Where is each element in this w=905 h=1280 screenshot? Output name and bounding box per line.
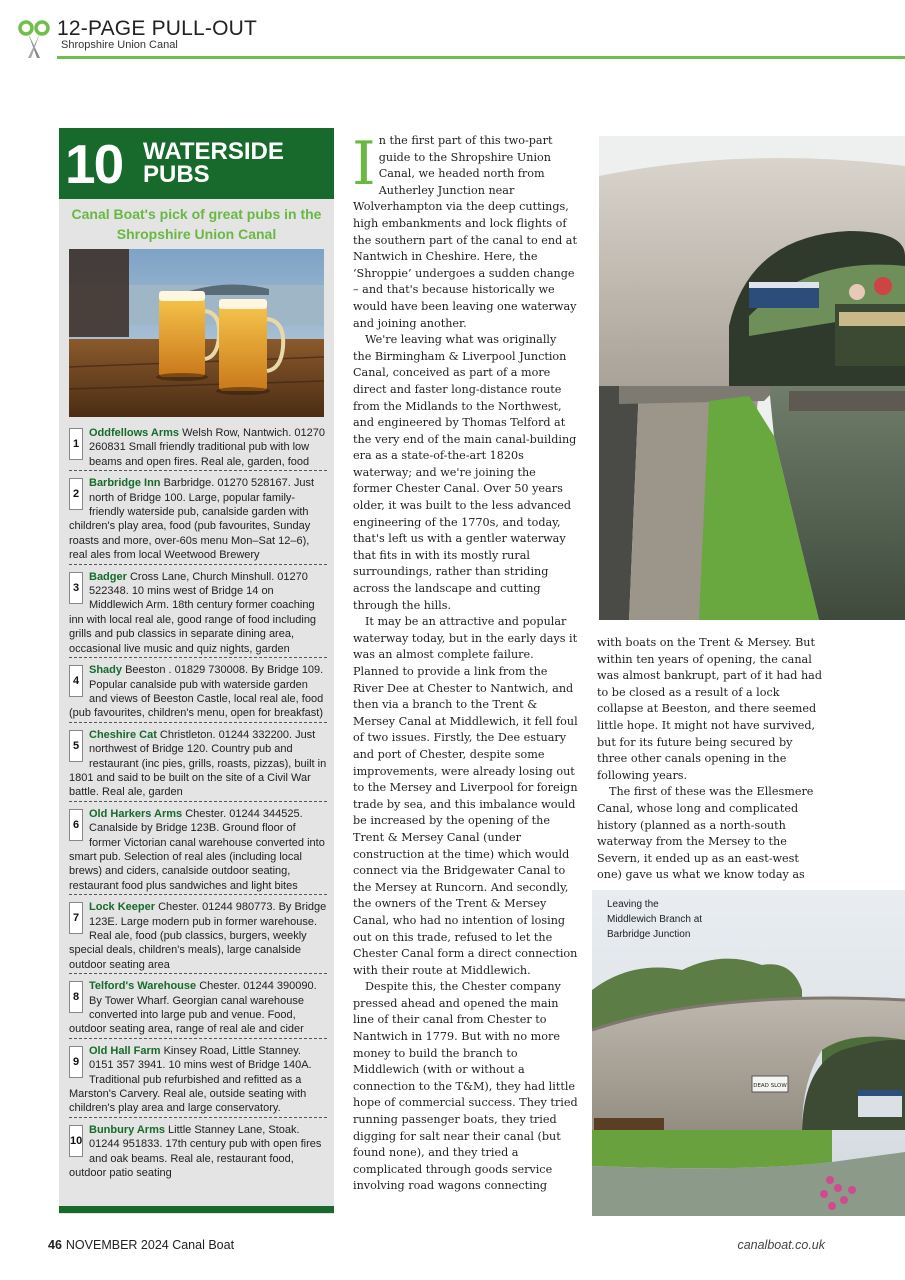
article-paragraph: We're leaving what was originally the Birmingham & Liverpool Junction Canal, conceived as part of a more direct and faster long-distance route from the Midlands to the Northwest, and engineered by Thomas Telford at the very end of the main canal-building era as a state-of-the-art 1820s waterway; and we're joining the former Chester Canal. Over 50 years older, it was built to the less advanced engineering of the 1770s, and today, that's left us with a gentler waterway that fits in with its mostly rural surroundings, rather than striding across the landscape and cutting through the hills. [353,333,577,612]
photo-caption: Leaving the Middlewich Branch at Barbridge Junction [607,899,703,940]
sidebar-heading-line2: PUBS [143,161,210,188]
article-paragraph: with boats on the Trent & Mersey. But within ten years of opening, the canal was almost bankrupt, part of it had had to be closed as a result of a lock collapse at Beeston, and there seemed little hope. It might not have survived, but for its future being secured by three other canals opening in the following years. [597,636,822,782]
pub-name: Barbridge Inn [89,477,161,490]
list-item [69,979,327,1037]
pub-name: Lock Keeper [89,901,156,914]
sidebar-heading-line1: WATERSIDE [143,138,284,165]
list-item [69,1123,327,1181]
pubs-list [69,426,327,1181]
divider [69,1117,327,1120]
list-item [69,900,327,972]
list-item [69,570,327,656]
pub-details: Chester. 01244 980773. By Bridge 123E. Large modern pub in former warehouse. Real ale, food (pub classics, burgers, weekly special deals, children's meals), large canalside outdoor seating area [69,901,327,971]
list-item [69,476,327,562]
pub-number: 4 [69,665,83,697]
pub-name: Cheshire Cat [89,728,157,741]
pub-name: Shady [89,664,123,677]
pub-number: 9 [69,1046,83,1078]
pub-details: Christleton. 01244 332200. Just northwest of Bridge 120. Country pub and restaurant (inc pies, grills, roasts, pizzas), built in 1801 and said to be built on the site of a Civil War battle. Real ale, garden [69,728,327,799]
pub-number: 10 [69,1125,83,1157]
divider [69,657,327,660]
pub-number: 2 [69,478,83,510]
pub-details: Cross Lane, Church Minshull. 01270 522348. 10 mins west of Bridge 14 on Middlewich Arm. 18th century former coaching inn with local real ale, good range of food including grills and pub classics in separate dining area, occasional live music and quiz nights, garden [69,570,317,655]
divider [69,894,327,897]
drop-cap: I [352,129,376,199]
list-item [69,1044,327,1116]
sidebar-heading-box [59,128,334,199]
article-paragraph: The first of these was the Ellesmere Canal, whose long and complicated history (planned as a north-south waterway from the Mersey to the Severn, it ended up as an east-west one) gave us what we know today as [597,785,814,882]
divider [69,973,327,976]
pub-number: 5 [69,730,83,762]
pub-details: Chester. 01244 344525. Canalside by Bridge 123B. Ground floor of former Victorian canal warehouse converted into smart pub. Selection of real ales (including local brews) and ciders, canalside outdoor seating, restaurant food plus sandwiches and light bites [69,807,325,892]
divider [69,470,327,473]
pub-name: Bunbury Arms [89,1123,165,1136]
sidebar-number: 10 [65,133,123,195]
divider [69,722,327,725]
list-item [69,728,327,800]
pub-name: Oddfellows Arms [89,427,180,439]
issue-label: NOVEMBER 2024 Canal Boat [65,1238,235,1252]
pub-number: 3 [69,572,83,604]
article-column-1 [352,129,578,1195]
pubs-sidebar [59,128,334,1214]
pull-out-title: 12-PAGE PULL-OUT [57,17,258,40]
footer-url: canalboat.co.uk [737,1238,825,1252]
pub-details: Little Stanney Lane, Stoak. 01244 951833. 17th century pub with open fires and oak beams. Real ale, restaurant food, outdoor patio seating [69,1123,322,1180]
list-item [69,663,327,721]
pub-number: 8 [69,981,83,1013]
beer-glasses-photo [69,249,324,417]
article-paragraph: In the first part of this two-part guide to the Shropshire Union Canal, we headed north from Autherley Junction near Wolverhampton via the deep cuttings, high embankments and lock flights of the southern part of the canal to end at Nantwich in Cheshire. Here, the ‘Shroppie’ undergoes a sudden change – and that's because historically we would have been leaving one waterway and joining another. [352,129,577,330]
pub-name: Old Harkers Arms [89,807,183,820]
article-paragraph: Despite this, the Chester company pressed ahead and opened the main line of their canal from Chester to Nantwich in 1779. But with no more money to build the branch to Middlewich (with or without a connection to the T&M), they had little hope of commercial success. They tried running passenger boats, they tried digging for salt near their canal (but found none), and they tried a complicated through goods service involving road wagons connecting [353,980,578,1193]
divider [69,564,327,567]
page-header [0,0,905,62]
section-subtitle: Shropshire Union Canal [61,39,178,51]
pub-number: 6 [69,809,83,841]
pub-name: Old Hall Farm [89,1044,161,1057]
pub-details: Welsh Row, Nantwich. 01270 260831 Small friendly traditional pub with low beams and open fires. Real ale, garden, food [89,427,325,468]
pub-details: Chester. 01244 390090. By Tower Wharf. Georgian canal warehouse converted into large pub and venue. Food, outdoor seating area, range of real ale and cider [69,980,317,1036]
header-rule [57,56,905,59]
pub-name: Badger [89,570,127,583]
pub-details: Barbridge. 01270 528167. Just north of Bridge 100. Large, popular family-friendly waterside pub, canalside garden with children's play area, food (pub favourites, Sunday roasts and more, over-60s menu Mon–Sat 12–6), real ales from local Weetwood Brewery [69,477,315,562]
scissors-icon [18,20,50,60]
page-number: 46 [48,1238,62,1252]
article-column-2 [597,635,822,884]
canal-bridge-photo [599,136,905,620]
list-item [69,807,327,893]
divider [69,1038,327,1041]
pub-name: Telford's Warehouse [89,980,197,993]
divider [69,801,327,804]
article-paragraph: It may be an attractive and popular waterway today, but in the early days it was an almost complete failure. Planned to provide a link from the River Dee at Chester to Nantwich, and then via a branch to the Trent & Mersey Canal at Middlewich, it fell foul of two issues. Firstly, the Dee estuary and port of Chester, despite some improvements, were already losing out to the Mersey and Liverpool for foreign trade by sea, and this imbalance would be increased by the opening of the Trent & Mersey Canal (under construction at the time) which would connect via the Bridgewater Canal to the Mersey at Runcorn. And secondly, the owners of the Trent & Mersey Canal, who had no intention of losing out on this trade, refused to let the Chester Canal form a direct connection with their route at Middlewich. [353,615,578,977]
sidebar-intro: Canal Boat's pick of great pubs in the Shropshire Union Canal [71,206,322,242]
pub-number: 1 [69,428,83,460]
sidebar-bottom-bar [59,1206,334,1213]
list-item [69,426,327,469]
pub-details: Beeston . 01829 730008. By Bridge 109. Popular canalside pub with waterside garden and views of Beeston Castle, local real ale, food (pub favourites, children's menu, open for breakfast) [69,664,324,720]
dead-slow-sign: DEAD SLOW [753,1083,787,1089]
pub-number: 7 [69,902,83,934]
pub-details: Kinsey Road, Little Stanney. 0151 357 3941. 10 mins west of Bridge 140A. Traditional pub refurbished and refitted as a Marston's Carvery. Real ale, outside seating with children's play area and large conservatory. [69,1044,312,1115]
footer-left [48,1238,234,1252]
